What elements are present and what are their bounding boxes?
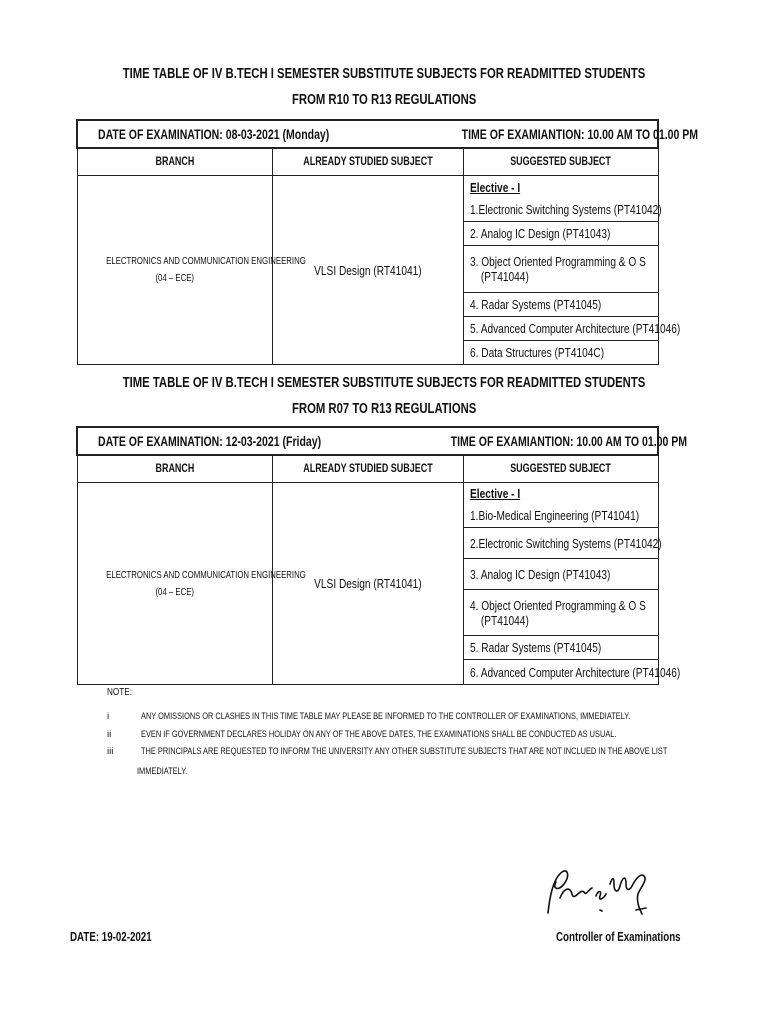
section1-heading-line1: TIME TABLE OF IV B.TECH I SEMESTER SUBSTITUTE SUBJECTS FOR READMITTED STUDENTS bbox=[122, 66, 646, 82]
section2-exam-time: TIME OF EXAMIANTION: 10.00 AM TO 01.00 PM bbox=[450, 433, 688, 449]
suggested-item: 5. Radar Systems (PT41045) bbox=[464, 636, 658, 660]
suggested-item: 2.Electronic Switching Systems (PT41042) bbox=[464, 528, 658, 559]
note-text-continued: IMMEDIATELY. bbox=[137, 766, 188, 777]
footer-signatory: Controller of Examinations bbox=[556, 930, 681, 944]
section2-header-row bbox=[77, 455, 658, 483]
note-number: iii bbox=[107, 746, 114, 757]
section1-exam-date: DATE OF EXAMINATION: 08-03-2021 (Monday) bbox=[98, 126, 330, 142]
branch-cell: ELECTRONICS AND COMMUNICATION ENGINEERING (04 – ECE) bbox=[77, 176, 272, 365]
section2-heading-line2: FROM R07 TO R13 REGULATIONS bbox=[291, 401, 477, 417]
section2-exam-date: DATE OF EXAMINATION: 12-03-2021 (Friday) bbox=[98, 433, 322, 449]
suggested-subjects-cell bbox=[463, 176, 680, 365]
col-branch-header: BRANCH bbox=[77, 455, 272, 483]
elective-title: Elective - I bbox=[469, 485, 520, 501]
section2-table bbox=[76, 426, 688, 685]
branch-cell: ELECTRONICS AND COMMUNICATION ENGINEERING (04 – ECE) bbox=[77, 483, 272, 685]
note-title: NOTE: bbox=[107, 686, 133, 698]
note-number: i bbox=[107, 711, 110, 722]
section1-header-row bbox=[77, 148, 658, 176]
suggested-subjects-cell bbox=[463, 483, 680, 685]
section2-date-row bbox=[77, 427, 658, 455]
suggested-item: 6. Advanced Computer Architecture (PT41046) bbox=[469, 664, 680, 680]
suggested-item: 1.Bio-Medical Engineering (PT41041) bbox=[464, 503, 658, 528]
section1-exam-time: TIME OF EXAMIANTION: 10.00 AM TO 01.00 PM bbox=[461, 126, 698, 142]
footer-date: DATE: 19-02-2021 bbox=[70, 930, 152, 944]
note-text: EVEN IF GOVERNMENT DECLARES HOLIDAY ON ANY OF THE ABOVE DATES, THE EXAMINATIONS SHALL BE CONDUCTED AS USUAL. bbox=[141, 729, 617, 740]
section1-heading-line2: FROM R10 TO R13 REGULATIONS bbox=[291, 92, 477, 108]
col-studied-header: ALREADY STUDIED SUBJECT bbox=[272, 148, 463, 176]
note-text: THE PRINCIPALS ARE REQUESTED TO INFORM THE UNIVERSITY ANY OTHER SUBSTITUTE SUBJECTS THAT ARE NOT INCLUED IN THE ABOVE LIST bbox=[141, 746, 668, 757]
suggested-item: 4. Radar Systems (PT41045) bbox=[464, 293, 658, 317]
suggested-item: 4. Object Oriented Programming & O S (PT41044) bbox=[464, 590, 658, 636]
suggested-item: 3. Object Oriented Programming & O S (PT41044) bbox=[464, 246, 658, 293]
section1-data-row bbox=[77, 176, 658, 365]
elective-title: Elective - I bbox=[469, 179, 520, 195]
section2-data-row bbox=[77, 483, 658, 685]
suggested-item: 1.Electronic Switching Systems (PT41042) bbox=[464, 198, 658, 222]
col-studied-header: ALREADY STUDIED SUBJECT bbox=[272, 455, 463, 483]
note-number: ii bbox=[107, 729, 112, 740]
suggested-item: 6. Data Structures (PT4104C) bbox=[469, 345, 604, 360]
col-suggested-header: SUGGESTED SUBJECT bbox=[463, 148, 658, 176]
col-suggested-header: SUGGESTED SUBJECT bbox=[463, 455, 658, 483]
signature-image bbox=[540, 858, 660, 928]
section2-heading-line1: TIME TABLE OF IV B.TECH I SEMESTER SUBSTITUTE SUBJECTS FOR READMITTED STUDENTS bbox=[122, 375, 646, 391]
suggested-item: 5. Advanced Computer Architecture (PT41046) bbox=[464, 317, 658, 341]
studied-subject-cell: VLSI Design (RT41041) bbox=[272, 176, 463, 365]
suggested-item: 3. Analog IC Design (PT41043) bbox=[464, 559, 658, 590]
col-branch-header: BRANCH bbox=[77, 148, 272, 176]
section1-date-row bbox=[77, 120, 658, 148]
suggested-item: 2. Analog IC Design (PT41043) bbox=[464, 222, 658, 246]
note-text: ANY OMISSIONS OR CLASHES IN THIS TIME TABLE MAY PLEASE BE INFORMED TO THE CONTROLLER OF EXAMINATIONS, IMMEDIATELY. bbox=[141, 711, 631, 722]
studied-subject-cell: VLSI Design (RT41041) bbox=[272, 483, 463, 685]
section1-table bbox=[76, 119, 698, 365]
